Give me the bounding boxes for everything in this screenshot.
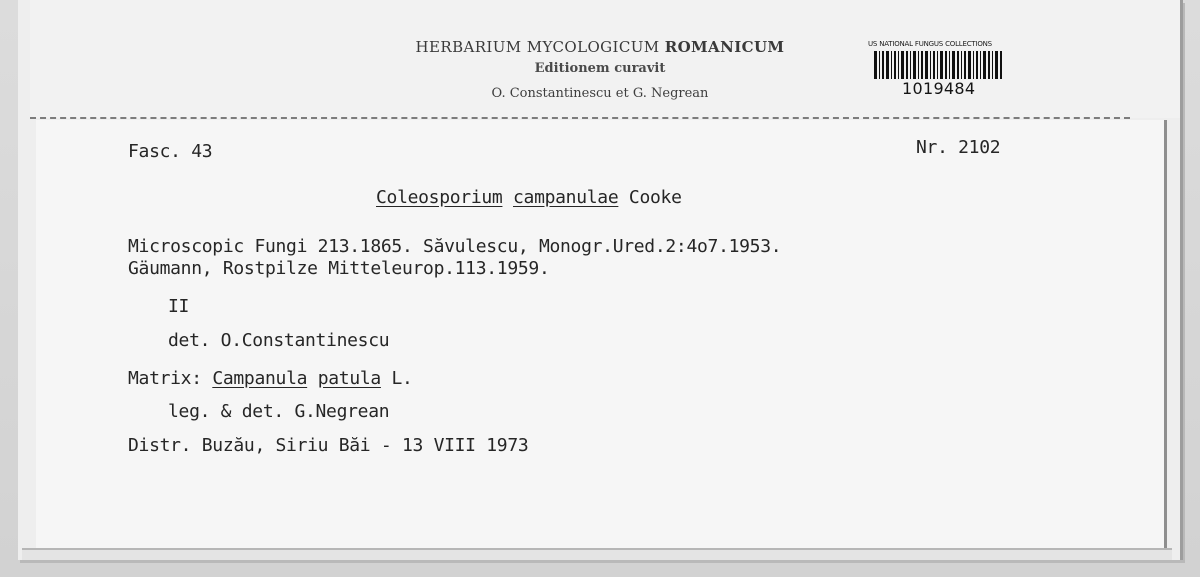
barcode-number: 1019484 bbox=[902, 79, 976, 98]
barcode-icon bbox=[868, 51, 1008, 79]
herbarium-title bbox=[0, 38, 1200, 56]
taxon-author: Cooke bbox=[628, 187, 682, 208]
barcode-caption: US NATIONAL FUNGUS COLLECTIONS bbox=[868, 40, 992, 48]
host-species: patula bbox=[317, 368, 381, 389]
matrix-prefix: Matrix: bbox=[128, 368, 202, 389]
spore-stage: II bbox=[168, 296, 190, 317]
reference-line-1: Microscopic Fungi 213.1865. Săvulescu, Monogr.Ured.2:4o7.1953. bbox=[128, 236, 782, 257]
fascicle-number: Fasc. 43 bbox=[128, 141, 213, 162]
matrix-line bbox=[128, 368, 413, 389]
host-genus: Campanula bbox=[212, 368, 308, 389]
herbarium-editors: O. Constantinescu et G. Negrean bbox=[491, 86, 709, 101]
barcode-block bbox=[868, 40, 1016, 106]
determiner-line: det. O.Constantinescu bbox=[168, 330, 390, 351]
herbarium-subtitle: Editionem curavit bbox=[534, 61, 666, 76]
locality-line: Distr. Buzău, Siriu Băi - 13 VIII 1973 bbox=[128, 435, 529, 456]
taxon-species: campanulae bbox=[513, 187, 619, 208]
taxon-name bbox=[376, 187, 682, 208]
collector-line: leg. & det. G.Negrean bbox=[168, 401, 390, 422]
reference-line-2: Gäumann, Rostpilze Mitteleurop.113.1959. bbox=[128, 258, 550, 279]
host-author: L. bbox=[391, 368, 413, 389]
taxon-genus: Coleosporium bbox=[376, 187, 503, 208]
herbarium-title-plain: HERBARIUM MYCOLOGICUM bbox=[415, 38, 660, 56]
bottom-edge bbox=[22, 548, 1172, 560]
dashed-separator bbox=[30, 117, 1130, 119]
herbarium-title-bold: ROMANICUM bbox=[664, 38, 785, 56]
specimen-number: Nr. 2102 bbox=[916, 137, 1001, 158]
